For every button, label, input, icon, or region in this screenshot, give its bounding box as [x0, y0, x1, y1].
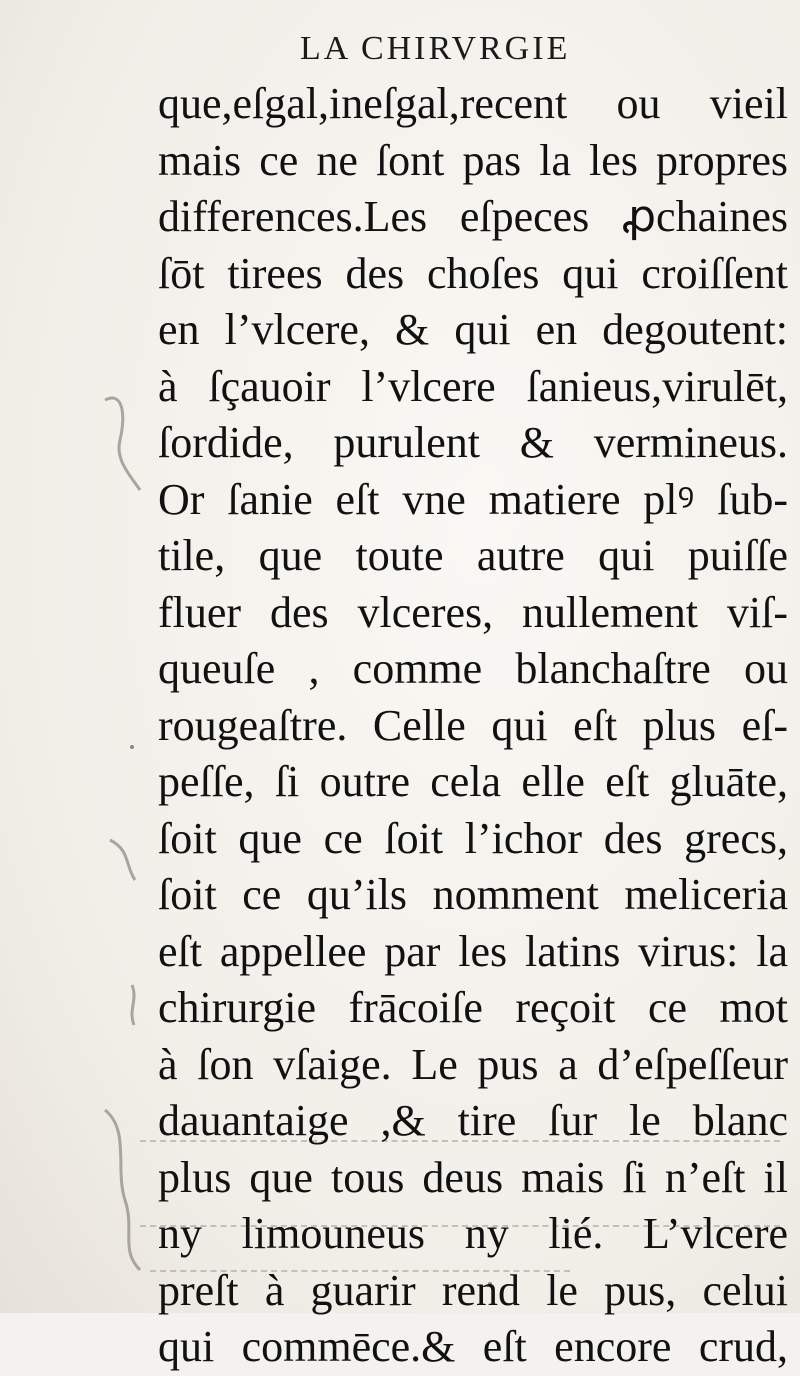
- text-line: ſoit ce qu’ils nomment meliceria: [158, 870, 788, 919]
- ink-speck: [130, 745, 134, 749]
- body-text: [158, 76, 788, 1376]
- text-line: que,eſgal,ineſgal,recent ou vieil: [158, 79, 788, 128]
- text-line: à ſçauoir l’vlcere ſanieus,virulēt,: [158, 361, 788, 411]
- text-line: ſordide, purulent & vermineus.: [158, 418, 788, 467]
- text-line: mais ce ne ſont pas la les propres: [158, 135, 788, 185]
- text-line: Or ſanie eſt vne matiere plꝰ ſub-: [158, 474, 788, 524]
- text-line: rougeaſtre. Celle qui eſt plus eſ-: [158, 700, 788, 750]
- margin-bracket-lower: [90, 1100, 160, 1280]
- margin-bracket-middle: [95, 830, 155, 890]
- text-line: queuſe , comme blanchaſtre ou: [158, 644, 788, 693]
- text-line: preſt à guarir rend le pus, celui: [158, 1265, 788, 1315]
- text-line: ſōt tirees des choſes qui croiſſent: [158, 248, 788, 298]
- text-line: tile, que toute autre qui puiſſe: [158, 531, 788, 580]
- text-line: eſt appellee par les latins virus: la: [158, 926, 788, 976]
- text-line: fluer des vlceres, nullement viſ-: [158, 587, 788, 637]
- text-line: chirurgie frācoiſe reçoit ce mot: [158, 983, 788, 1032]
- text-line: à ſon vſaige. Le pus a d’eſpeſſeur: [158, 1039, 788, 1089]
- margin-bracket-small: [120, 980, 150, 1030]
- text-line: peſſe, ſi outre cela elle eſt gluāte,: [158, 757, 788, 806]
- text-line: ſoit que ce ſoit l’ichor des grecs,: [158, 813, 788, 863]
- text-line: plus que tous deus mais ſi n’eſt il: [158, 1152, 788, 1202]
- text-line: qui commēce.& eſt encore crud,: [158, 1322, 788, 1371]
- text-line: dauantaige ,& tire ſur le blanc: [158, 1096, 788, 1145]
- margin-bracket-upper: [95, 380, 155, 500]
- text-line: differences.Les eſpeces ꝓchaines: [158, 192, 788, 241]
- text-line: ny limouneus ny lié. L’vlcere: [158, 1209, 788, 1258]
- running-head: LA CHIRVRGIE: [300, 30, 571, 67]
- text-line: en l’vlcere, & qui en degoutent:: [158, 305, 788, 354]
